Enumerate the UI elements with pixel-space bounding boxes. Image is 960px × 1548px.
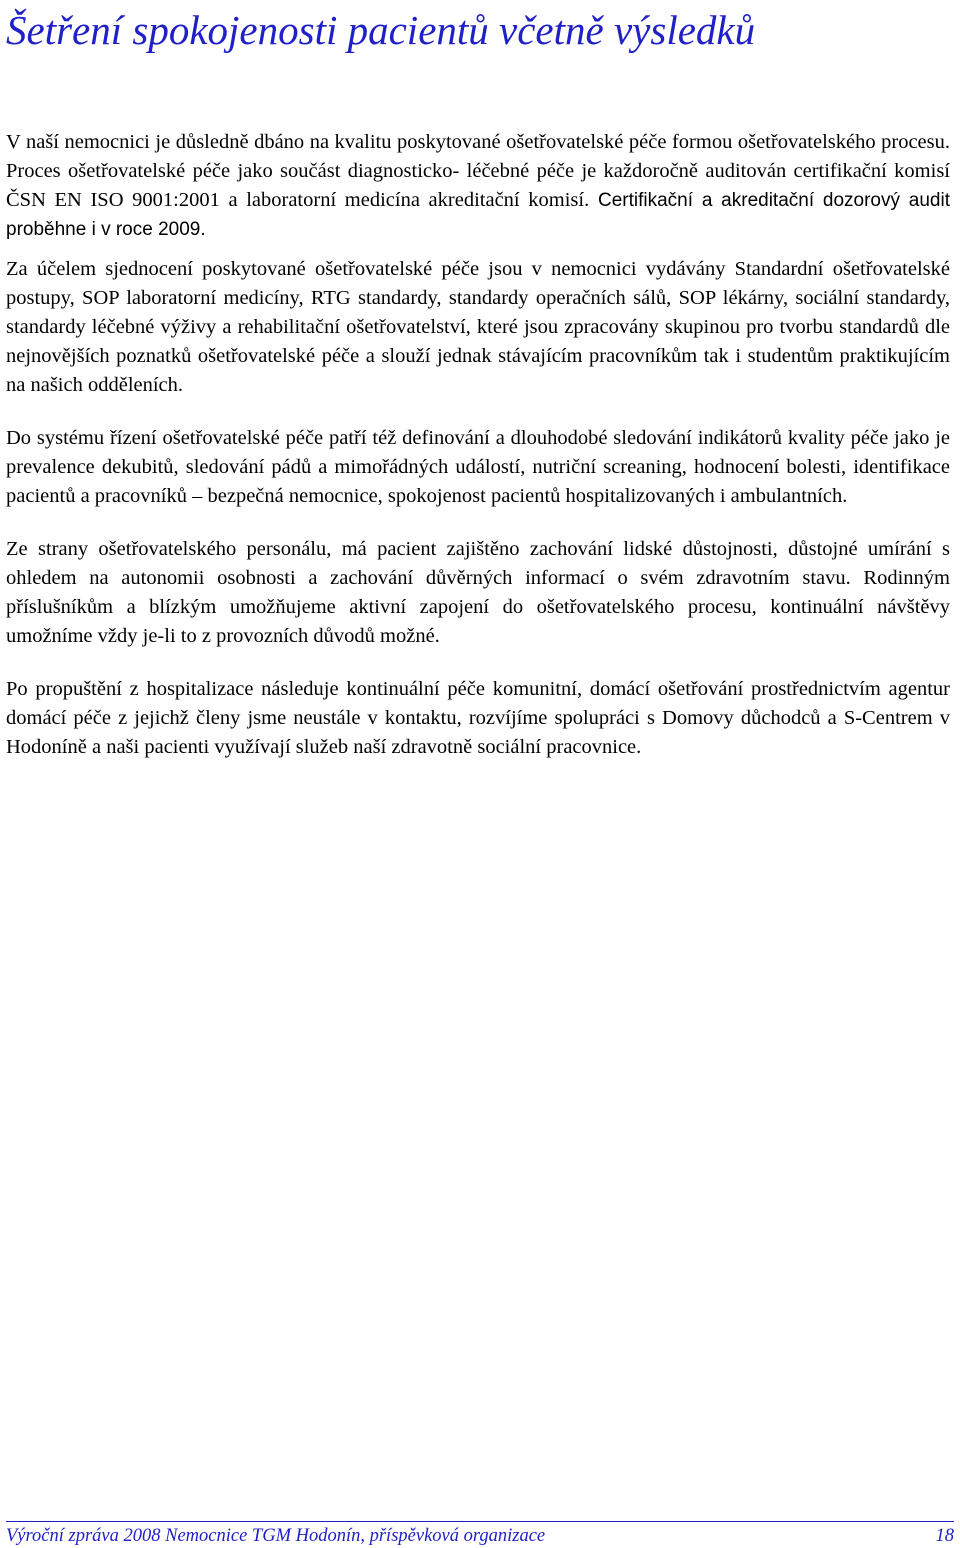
paragraph-standards: Za účelem sjednocení poskytované ošetřovatelské péče jsou v nemocnici vydávány Standardní ošetřovatelské postupy, SOP laboratorní medicíny, RTG standardy, standardy operačních sálů, SOP lékárny, sociální standardy, standardy léčebné výživy a rehabilitační ošetřovatelství, které jsou zpracovány skupinou pro tvorbu standardů dle nejnovějších poznatků ošetřovatelské péče a slouží jednak stávajícím pracovníkům tak i studentům praktikujícím na našich odděleních.: [6, 258, 950, 396]
paragraph-quality-indicators: Do systému řízení ošetřovatelské péče patří též definování a dlouhodobé sledování indikátorů kvality péče jako je prevalence dekubitů, sledování pádů a mimořádných událostí, nutriční screaning, hodnocení bolesti, identifikace pacientů a pracovníků – bezpečná nemocnice, spokojenost pacientů hospitalizovaných i ambulantních.: [6, 427, 950, 507]
paragraph-patient-dignity: Ze strany ošetřovatelského personálu, má pacient zajištěno zachování lidské důstojnosti, důstojné umírání s ohledem na autonomii osobnosti a zachování důvěrných informací o svém zdravotním stavu. Rodinným příslušníkům a blízkým umožňujeme aktivní zapojení do ošetřovatelského procesu, kontinuální návštěvy umožníme vždy je-li to z provozních důvodů možné.: [6, 538, 950, 647]
paragraph-aftercare: Po propuštění z hospitalizace následuje kontinuální péče komunitní, domácí ošetřování prostřednictvím agentur domácí péče z jejichž členy jsme neustále v kontaktu, rozvíjíme spolupráci s Domovy důchodců a S-Centrem v Hodoníně a naši pacienti využívají služeb naší zdravotně sociální pracovnice.: [6, 678, 950, 758]
page-number: 18: [935, 1526, 954, 1546]
paragraph-quality-audit: [6, 128, 950, 244]
page-title: Šetření spokojenosti pacientů včetně výsledků: [6, 7, 756, 53]
page-footer: [6, 1521, 954, 1547]
audit-2009-note: Certifikační a akreditační dozorový audit proběhne i v roce 2009.: [6, 190, 950, 240]
footer-text: Výroční zpráva 2008 Nemocnice TGM Hodonín, příspěvková organizace: [6, 1526, 546, 1546]
paragraph-quality-audit-text: V naší nemocnici je důsledně dbáno na kvalitu poskytované ošetřovatelské péče formou ošetřovatelského procesu. Proces ošetřovatelské péče jako součást diagnosticko- léčebné péče je každoročně auditován certifikační komisí ČSN EN ISO 9001:2001 a laboratorní medicína akreditační komisí.: [6, 131, 950, 211]
document-body: [6, 128, 950, 786]
